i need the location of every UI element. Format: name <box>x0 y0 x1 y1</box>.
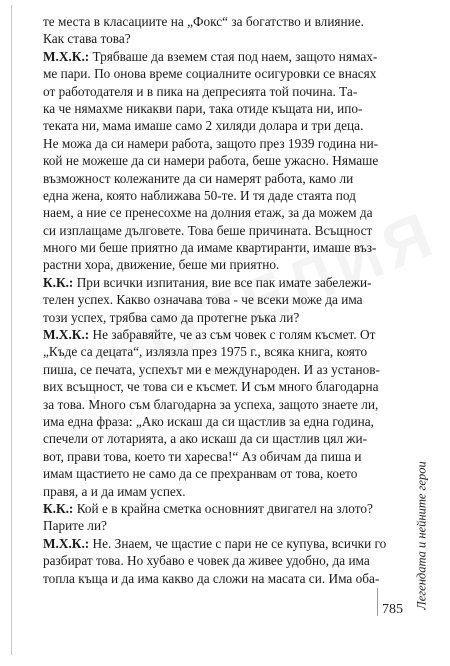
page-number: 785 <box>382 602 403 617</box>
text-line: Не можа да си намери работа, защото през 1939 година ни- <box>43 135 379 151</box>
text-line: М.Х.К.: Трябваше да вземем стая под наем, защото нямах- <box>43 48 378 64</box>
text-line: една жена, която наближава 50-те. И тя даде стаята под <box>43 187 356 203</box>
text-line: Парите ли? <box>43 518 107 534</box>
text-line: за това. Много съм благодарна за успеха, защото знаете ли, <box>43 396 379 412</box>
text-line: спечели от лотарията, а ако искаш да си щастлив цял жи- <box>43 431 368 447</box>
speaker-label: М.Х.К.: <box>43 48 90 64</box>
text-line: имам щастието не само да се прехранвам от това, което <box>43 466 358 482</box>
interview-text <box>43 13 396 587</box>
speaker-label: М.Х.К.: <box>43 327 90 343</box>
text-line: кой не можеше да си намери работа, беше ужасно. Нямаше <box>43 153 379 169</box>
speaker-label: М.Х.К.: <box>43 535 90 551</box>
text-line: те места в класациите на „Фокс“ за богатство и влияние. <box>43 14 365 29</box>
text-line: ка че нямахме никакви пари, така отиде къщата ни, ипо- <box>43 100 363 116</box>
text-line: Как става това? <box>43 31 131 47</box>
text-line: възможност колежаните да си намерят работа, камо ли <box>43 170 354 186</box>
text-line: К.К.: Кой е в крайна сметка основният двигател на злото? <box>43 500 373 516</box>
folio-rule <box>377 588 378 616</box>
text-line: пиша, се печата, успехът ми е международен. И аз установ- <box>43 361 380 377</box>
text-line: разбират това. Но хубаво е човек да живее удобно, да има <box>43 553 370 569</box>
text-line: растни хора, движение, беше ми приятно. <box>43 257 280 273</box>
text-line: теката ни, мама имаше само 2 хиляди долара и три деца. <box>43 118 364 134</box>
text-line: вих всъщност, че това си е късмет. И съм много благодарна <box>43 379 379 395</box>
text-line: К.К.: При всички изпитания, вие все пак имате забележи- <box>43 274 372 290</box>
text-line: си изплащаме дълговете. Това беше причината. Всъщност <box>43 222 373 238</box>
text-line: М.Х.К.: Не. Знаем, че щастие с пари не се купува, всички го <box>43 535 387 551</box>
text-line: „Къде са децата“, излязла през 1975 г., всяка книга, която <box>43 344 368 360</box>
text-line: топла къща и да има какво да сложи на масата си. Има оба- <box>43 570 380 586</box>
text-line: наем, а ние се пренесохме на долния етаж, за да можем да <box>43 205 373 221</box>
running-head-text: Легендата и нейните герои <box>414 460 429 610</box>
text-line: правя, а и да имам успех. <box>43 483 186 499</box>
running-head <box>412 420 432 650</box>
text-line: този успех, трябва само да протегне ръка ли? <box>43 309 300 325</box>
text-line: много ми беше приятно да имаме квартиранти, имаше въз- <box>43 240 377 256</box>
text-line: от работодателя и в пика на депресията той почина. Та- <box>43 83 358 99</box>
text-line: има една фраза: „Ако искаш да си щастлив за една година, <box>43 413 374 429</box>
text-line: телен успех. Какво означава това - че всеки може да има <box>43 292 363 308</box>
speaker-label: К.К.: <box>43 500 74 516</box>
speaker-label: К.К.: <box>43 274 74 290</box>
text-line: вот, прави това, което ти харесва!“ Аз обичам да пиша и <box>43 448 362 464</box>
text-line: ме пари. По онова време социалните осигуровки се внасях <box>43 66 377 82</box>
text-line: М.Х.К.: Не забравяйте, че аз съм човек с голям късмет. От <box>43 327 376 343</box>
